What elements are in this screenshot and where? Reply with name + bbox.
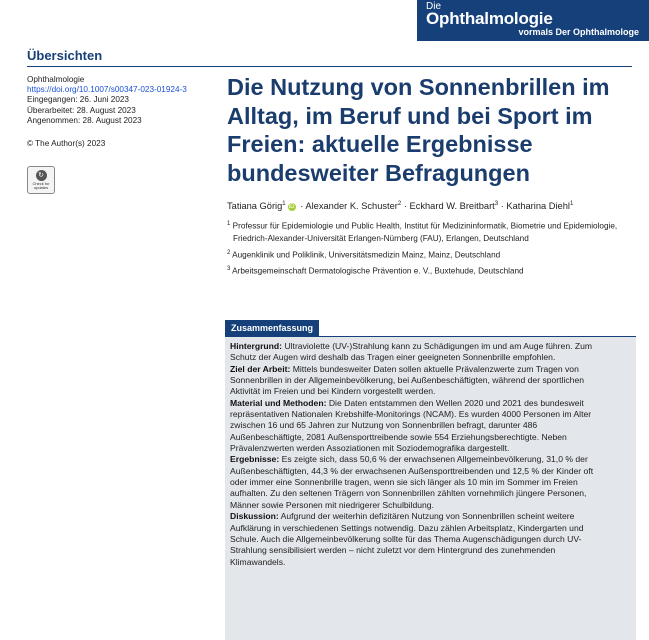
author-list: Tatiana Görig$^1$ iD · Alexander K. Schuster$^2$ · Eckhard W. Breitbart$^3$ · Katharina Diehl$^1$ (227, 201, 574, 212)
journal-name: Ophthalmologie (426, 9, 553, 28)
revised-date: Überarbeitet: 28. August 2023 (27, 105, 136, 115)
affiliation-1: $^1$ Professur für Epidemiologie und Public Health, Institut für Medizininformatik, Biometrie und Epidemiologie, Friedrich-Alexander-Universität Erlangen-Nürnberg (FAU), Erlangen, Deutschland (227, 221, 618, 243)
abstract-methods: Material und Methoden: Die Daten entstammen den Wellen 2020 und 2021 des bundesweit repräsentativen Nationalen Krebshilfe-Monitorings (NCAM). Es wurden 4000 Personen im Alter zwischen 16 und 65 Jahren zur Nutzung von Sonnenbrillen befragt, darunter 486 Außenbeschäftigte, 2081 Außensporttreibende sowie 554 Erziehungsberechtigte. Neben Prävalenzwerten werden Assoziationen mit Soziodemografika dargestellt. (230, 397, 592, 454)
orcid-icon[interactable]: iD (288, 203, 295, 210)
author-4[interactable]: Katharina Diehl$^1$ (506, 201, 574, 212)
abstract-heading: Zusammenfassung (225, 320, 319, 336)
abstract-objective: Ziel der Arbeit: Mittels bundesweiter Daten sollen aktuelle Prävalenzwerte zum Tragen von Sonnenbrillen in der Allgemeinbevölkerung, bei Außenbeschäftigten, während der sportlichen Aktivität im Freien und bei Kindern vorgestellt werden. (230, 363, 585, 397)
header-divider (27, 66, 632, 67)
author-1[interactable]: Tatiana Görig$^1$ (227, 201, 286, 212)
article-title: Die Nutzung von Sonnenbrillen im Alltag, im Beruf und bei Sport im Freien: aktuelle Ergebnisse bundesweiter Befragungen (227, 74, 610, 186)
accepted-date: Angenommen: 28. August 2023 (27, 115, 142, 125)
abstract-background: Hintergrund: Ultraviolette (UV-)Strahlung kann zu Schädigungen im und am Auge führen. Zum Schutz der Augen wird deshalb das Tragen einer geeigneten Sonnenbrille empfohlen. (230, 341, 593, 363)
copyright: © The Author(s) 2023 (27, 139, 106, 149)
affiliations (227, 218, 637, 280)
abstract-results: Ergebnisse: Es zeigte sich, dass 50,6 % der erwachsenen Allgemeinbevölkerung, 31,0 % der Außenbeschäftigten, 44,3 % der erwachsenen Außensporttreibenden und 12,5 % der Kinder oft oder immer eine Sonnenbrille tragen, wenn sie sich länger als 10 min im Sommer im Freien aufhalten. Zu den seltenen Trägern von Sonnenbrillen zählten vornehmlich jüngere Personen, Männer sowie Personen mit niedrigerer Schulbildung. (230, 454, 594, 510)
check-for-updates-badge[interactable] (27, 166, 55, 194)
journal-banner (417, 0, 649, 41)
badge-label: Check for updates (32, 180, 50, 190)
abstract-discussion: Diskussion: Aufgrund der weiterhin defizitären Nutzung von Sonnenbrillen scheint weitere Aufklärung in verschiedenen Settings notwendig. Dazu zählen Arbeitsplatz, Kindergarten und Schule. Auch die Allgemeinbevölkerung sollte für das Thema Augenschädigungen durch UV-Strahlung sensibilisiert werden – nicht zuletzt vor dem Hintergrund des zunehmenden Klimawandels. (230, 511, 584, 567)
received-date: Eingegangen: 26. Juni 2023 (27, 95, 129, 105)
author-3[interactable]: Eckhard W. Breitbart$^3$ (409, 201, 499, 212)
meta-journal: Ophthalmologie (27, 75, 85, 84)
author-2[interactable]: Alexander K. Schuster$^2$ (305, 201, 402, 212)
affiliation-2: $^2$ Augenklinik und Poliklinik, Universitätsmedizin Mainz, Mainz, Deutschland (227, 249, 501, 260)
refresh-icon: ↻ (36, 170, 47, 181)
section-label: Übersichten (27, 48, 103, 63)
journal-prefix: Die (426, 1, 442, 12)
abstract-body (230, 341, 600, 568)
article-meta (27, 75, 217, 149)
affiliation-3: $^3$ Arbeitsgemeinschaft Dermatologische Prävention e. V., Buxtehude, Deutschland (227, 266, 524, 277)
doi-link[interactable]: https://doi.org/10.1007/s00347-023-01924-3 (27, 85, 187, 95)
journal-formerly: vormals Der Ophthalmologe (518, 27, 639, 37)
